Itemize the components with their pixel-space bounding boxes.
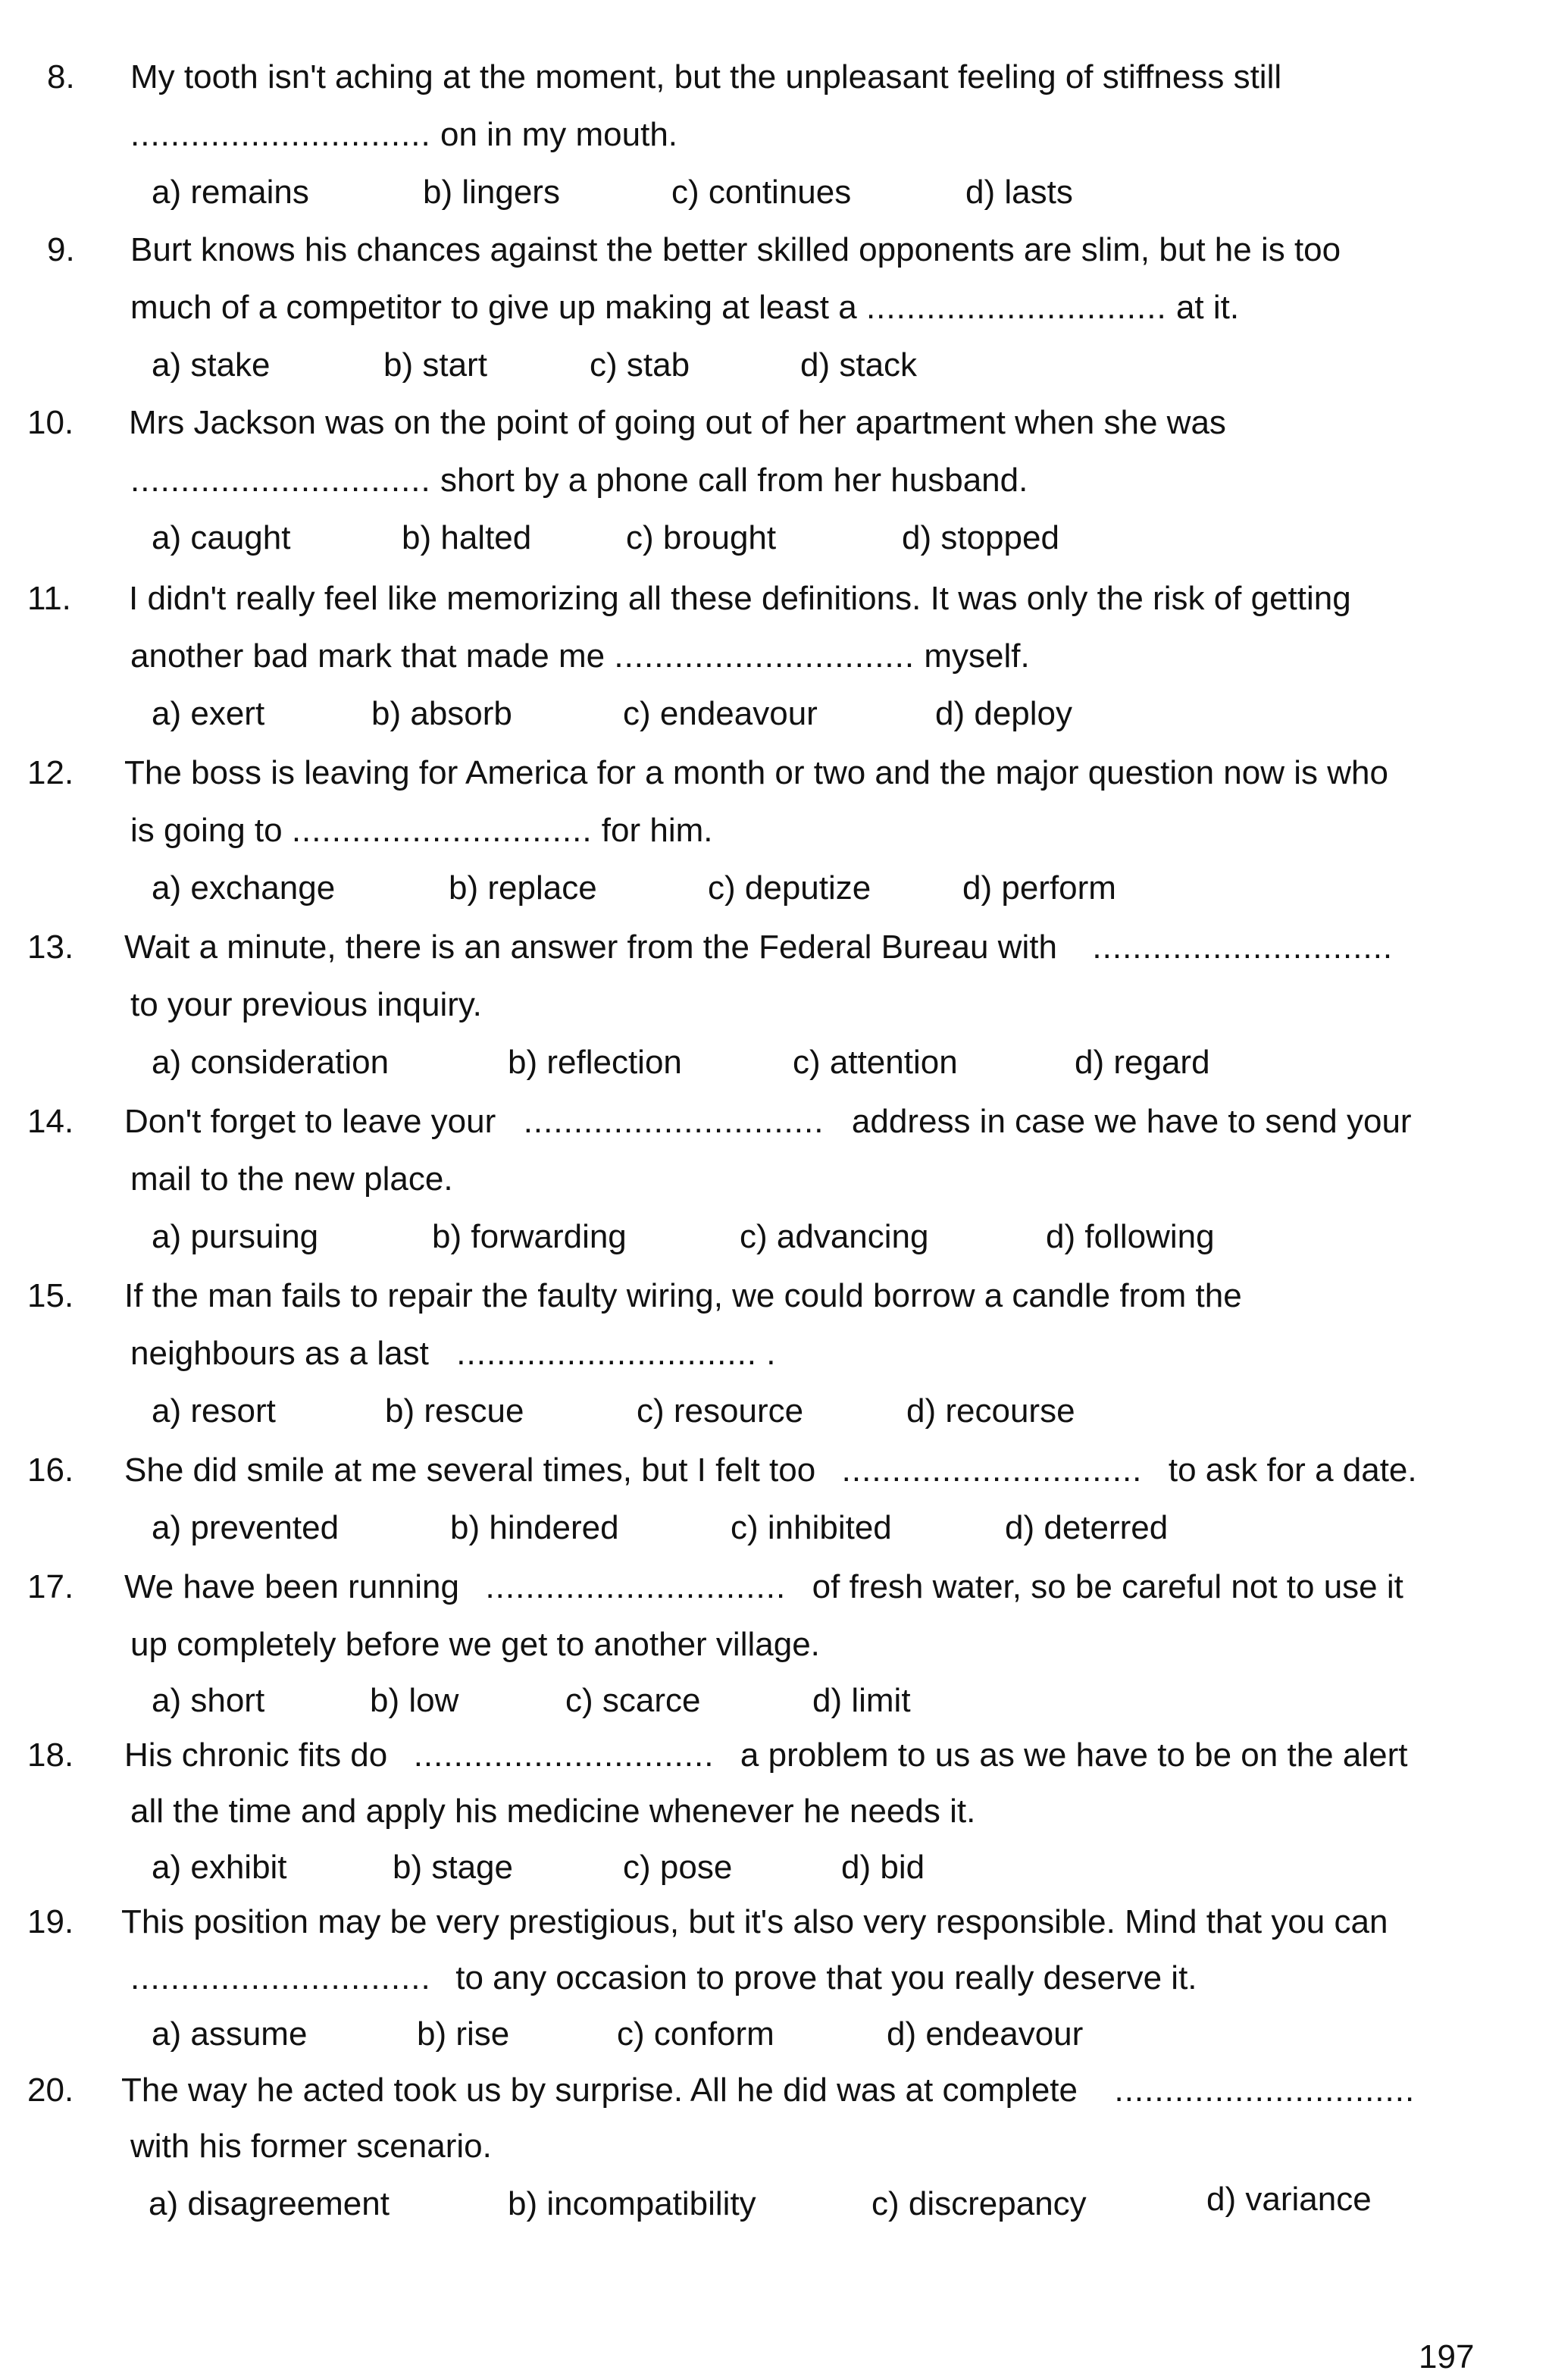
question-text: neighbours as a last (130, 1335, 429, 1372)
answer-blank: .............................. (130, 1959, 431, 1996)
question-text: short by a phone call from her husband. (440, 462, 1028, 499)
option-b: b) reflection (508, 1044, 682, 1081)
question-text: She did smile at me several times, but I felt too (124, 1451, 816, 1489)
question-line-2 (130, 802, 713, 860)
option-d: d) regard (1075, 1044, 1210, 1081)
option-b: b) rise (417, 2015, 510, 2053)
question-line-1 (129, 570, 1351, 628)
question-number: 13. (27, 929, 74, 966)
answer-blank: .............................. (485, 1568, 787, 1605)
question-line-1 (124, 1558, 1403, 1616)
question-text: His chronic fits do (124, 1736, 388, 1774)
question-text: Burt knows his chances against the better skilled opponents are slim, but he is too (130, 231, 1341, 268)
option-d: d) endeavour (887, 2015, 1084, 2053)
option-b: b) absorb (371, 695, 512, 732)
question-number: 10. (27, 404, 74, 441)
option-c: c) scarce (565, 1682, 701, 1719)
question-number: 16. (27, 1451, 74, 1489)
answer-blank: .............................. (865, 289, 1167, 326)
option-a: a) resort (152, 1392, 276, 1430)
answer-blank: .............................. (523, 1103, 824, 1140)
option-a: a) exhibit (152, 1849, 287, 1886)
question-text: on in my mouth. (440, 116, 678, 153)
option-a: a) short (152, 1682, 265, 1719)
question-text: a problem to us as we have to be on the alert (740, 1736, 1408, 1774)
option-c: c) continues (671, 174, 852, 211)
question-line-1 (124, 919, 1393, 976)
question-text: We have been running (124, 1568, 459, 1605)
option-a: a) exchange (152, 869, 336, 907)
option-a: a) disagreement (149, 2185, 390, 2222)
option-a: a) pursuing (152, 1218, 319, 1255)
option-b: b) rescue (385, 1392, 524, 1430)
option-c: c) advancing (740, 1218, 929, 1255)
question-text: If the man fails to repair the faulty wiring, we could borrow a candle from the (124, 1277, 1242, 1314)
question-line-2 (130, 106, 677, 164)
option-d: d) stack (800, 346, 918, 384)
question-text: to your previous inquiry. (130, 986, 482, 1023)
option-b: b) start (383, 346, 487, 384)
question-number: 14. (27, 1103, 74, 1140)
question-text: to any occasion to prove that you really deserve it. (455, 1959, 1197, 1996)
option-a: a) assume (152, 2015, 308, 2053)
option-a: a) prevented (152, 1509, 340, 1546)
option-d: d) bid (841, 1849, 925, 1886)
option-b: b) lingers (423, 174, 560, 211)
answer-blank: .............................. (1114, 2072, 1416, 2109)
answer-blank: .............................. (841, 1451, 1143, 1489)
question-text: This position may be very prestigious, but it's also very responsible. Mind that you can (121, 1903, 1388, 1940)
option-d: d) limit (812, 1682, 911, 1719)
question-number: 20. (27, 2072, 74, 2109)
question-text: for him. (601, 812, 713, 849)
option-c: c) deputize (708, 869, 871, 907)
question-text: up completely before we get to another village. (130, 1626, 820, 1663)
option-d: d) stopped (902, 519, 1059, 556)
question-line-1 (124, 1727, 1407, 1784)
option-a: a) remains (152, 174, 309, 211)
question-line-2 (130, 2118, 492, 2175)
question-text: to ask for a date. (1168, 1451, 1417, 1489)
question-text: I didn't really feel like memorizing all these definitions. It was only the risk of getting (129, 580, 1351, 617)
option-a: a) stake (152, 346, 271, 384)
answer-blank: .............................. (614, 637, 915, 675)
question-line-2 (130, 628, 1030, 685)
option-c: c) brought (626, 519, 777, 556)
option-c: c) attention (793, 1044, 958, 1081)
option-a: a) caught (152, 519, 291, 556)
option-b: b) low (370, 1682, 459, 1719)
question-line-2 (130, 1783, 975, 1840)
option-d: d) recourse (906, 1392, 1075, 1430)
option-a: a) exert (152, 695, 265, 732)
option-c: c) discrepancy (871, 2185, 1087, 2222)
question-number: 12. (27, 754, 74, 791)
question-text: . (766, 1335, 776, 1372)
question-number: 15. (27, 1277, 74, 1314)
answer-blank: .............................. (291, 812, 593, 849)
question-text: myself. (924, 637, 1030, 675)
option-d: d) following (1046, 1218, 1215, 1255)
question-line-1 (130, 49, 1281, 106)
answer-blank: .............................. (456, 1335, 758, 1372)
question-line-1 (121, 2062, 1415, 2119)
question-text: is going to (130, 812, 283, 849)
question-text: The way he acted took us by surprise. All he did was at complete (121, 2072, 1078, 2109)
option-d: d) variance (1206, 2181, 1372, 2218)
question-line-1 (124, 1093, 1412, 1151)
question-text: much of a competitor to give up making at least a (130, 289, 857, 326)
question-number: 8. (47, 58, 75, 96)
option-c: c) inhibited (731, 1509, 892, 1546)
question-line-2 (130, 279, 1239, 337)
option-c: c) pose (623, 1849, 733, 1886)
question-line-1 (124, 1267, 1242, 1325)
option-b: b) incompatibility (508, 2185, 756, 2222)
question-line-1 (124, 1442, 1417, 1499)
answer-blank: .............................. (1092, 929, 1394, 966)
option-b: b) stage (393, 1849, 513, 1886)
question-line-2 (130, 1325, 776, 1383)
question-number: 19. (27, 1903, 74, 1940)
answer-blank: .............................. (413, 1736, 715, 1774)
option-d: d) deploy (935, 695, 1073, 732)
question-line-1 (129, 394, 1226, 452)
option-a: a) consideration (152, 1044, 390, 1081)
option-d: d) perform (962, 869, 1116, 907)
question-line-2 (130, 1949, 1197, 2007)
option-c: c) resource (637, 1392, 804, 1430)
question-text: The boss is leaving for America for a month or two and the major question now is who (124, 754, 1388, 791)
question-line-1 (121, 1893, 1388, 1951)
question-line-1 (130, 221, 1341, 279)
answer-blank: .............................. (130, 462, 431, 499)
question-text: address in case we have to send your (851, 1103, 1412, 1140)
question-number: 18. (27, 1736, 74, 1774)
option-d: d) lasts (965, 174, 1073, 211)
question-text: mail to the new place. (130, 1160, 453, 1198)
question-text: all the time and apply his medicine whenever he needs it. (130, 1793, 976, 1830)
option-b: b) hindered (450, 1509, 619, 1546)
question-text: of fresh water, so be careful not to use it (812, 1568, 1403, 1605)
option-c: c) conform (617, 2015, 774, 2053)
question-number: 11. (27, 580, 71, 617)
option-b: b) halted (402, 519, 532, 556)
option-b: b) replace (449, 869, 597, 907)
question-text: Don't forget to leave your (124, 1103, 496, 1140)
option-c: c) endeavour (623, 695, 818, 732)
question-text: at it. (1175, 289, 1240, 326)
question-text: Wait a minute, there is an answer from the Federal Bureau with (124, 929, 1057, 966)
question-line-2 (130, 452, 1028, 509)
option-c: c) stab (590, 346, 690, 384)
question-text: My tooth isn't aching at the moment, but the unpleasant feeling of stiffness still (130, 58, 1282, 96)
option-b: b) forwarding (432, 1218, 627, 1255)
page-number: 197 (1419, 2338, 1475, 2375)
option-d: d) deterred (1005, 1509, 1169, 1546)
question-text: another bad mark that made me (130, 637, 605, 675)
question-text: with his former scenario. (130, 2128, 492, 2165)
question-text: Mrs Jackson was on the point of going out of her apartment when she was (129, 404, 1226, 441)
question-line-2 (130, 1616, 820, 1674)
question-number: 9. (47, 231, 75, 268)
question-line-2 (130, 976, 482, 1034)
question-line-1 (124, 744, 1388, 802)
answer-blank: .............................. (130, 116, 431, 153)
question-number: 17. (27, 1568, 74, 1605)
question-line-2 (130, 1151, 453, 1208)
